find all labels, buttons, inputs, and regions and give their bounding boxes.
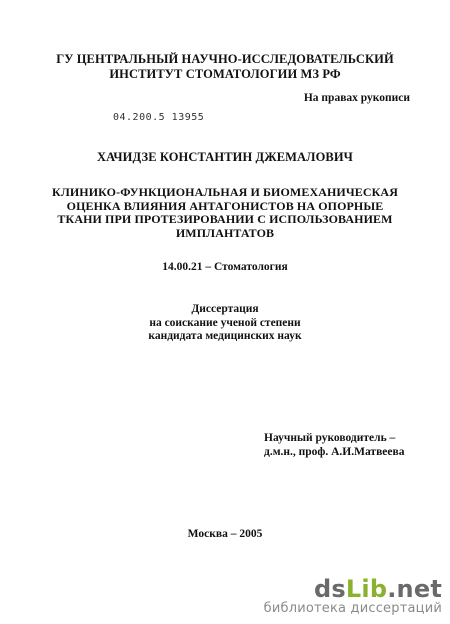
rights-note: На правах рукописи — [303, 92, 410, 104]
supervisor-line-2: д.м.н., проф. А.И.Матвеева — [264, 446, 405, 458]
archive-stamp-number: 04.200.5 13955 — [113, 112, 205, 123]
institution-line-1: ГУ ЦЕНТРАЛЬНЫЙ НАУЧНО-ИССЛЕДОВАТЕЛЬСКИЙ — [56, 52, 394, 66]
dslib-watermark[interactable] — [264, 575, 442, 616]
supervisor-line-1: Научный руководитель – — [264, 432, 396, 444]
dissertation-title — [0, 186, 450, 240]
title-line-3: ТКАНИ ПРИ ПРОТЕЗИРОВАНИИ С ИСПОЛЬЗОВАНИЕМ — [57, 212, 393, 226]
supervisor-block — [264, 431, 404, 459]
degree-line-2: на соискание ученой степени — [149, 316, 301, 329]
dissertation-degree-block — [0, 303, 450, 344]
institution-line-2: ИНСТИТУТ СТОМАТОЛОГИИ МЗ РФ — [109, 67, 341, 81]
watermark-logo-part-2: Lib — [345, 575, 388, 603]
watermark-logo — [264, 575, 442, 603]
watermark-logo-part-3: .net — [387, 575, 442, 603]
title-line-2: ОЦЕНКА ВЛИЯНИЯ АНТАГОНИСТОВ НА ОПОРНЫЕ — [66, 198, 384, 213]
watermark-subtitle: библиотека диссертаций — [263, 601, 442, 616]
author-name: ХАЧИДЗЕ КОНСТАНТИН ДЖЕМАЛОВИЧ — [97, 150, 353, 164]
institution-header — [0, 52, 450, 82]
specialty-code: 14.00.21 – Стоматология — [162, 261, 288, 273]
title-line-4: ИМПЛАНТАТОВ — [175, 225, 275, 240]
city-year: Москва – 2005 — [187, 528, 263, 540]
degree-line-3: кандидата медицинских наук — [148, 330, 302, 342]
title-line-1: КЛИНИКО-ФУНКЦИОНАЛЬНАЯ И БИОМЕХАНИЧЕСКАЯ — [52, 185, 398, 199]
watermark-logo-part-1: ds — [314, 575, 346, 603]
degree-line-1: Диссертация — [191, 303, 259, 315]
